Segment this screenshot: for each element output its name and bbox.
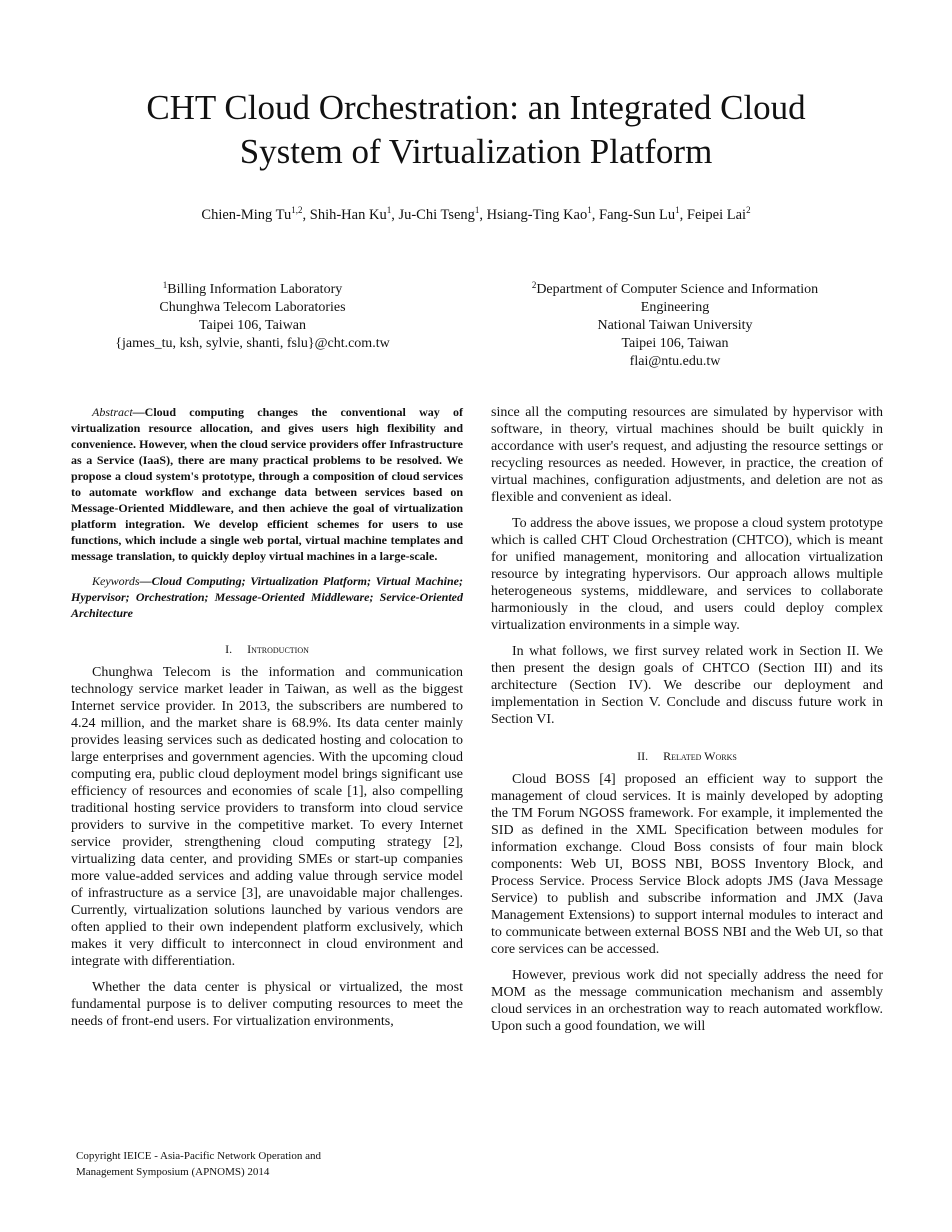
author-affiliation-mark: 1	[587, 205, 592, 215]
author-name: Shih-Han Ku	[309, 207, 387, 223]
section-title: Related Works	[663, 749, 737, 763]
author-affiliation-mark: 2	[746, 205, 751, 215]
section-title: Introduction	[247, 642, 309, 656]
author-name: Chien-Ming Tu	[201, 207, 292, 223]
section-heading-related-works	[491, 748, 883, 765]
right-column	[491, 404, 883, 1044]
affiliation-department-cont: Engineering	[640, 300, 710, 315]
keywords	[71, 573, 463, 621]
paper-title	[60, 86, 892, 174]
author-name: Fang-Sun Lu	[599, 207, 676, 223]
affiliation-1	[70, 281, 435, 353]
affiliation-org: Chunghwa Telecom Laboratories	[159, 300, 346, 315]
left-column	[71, 404, 463, 1039]
section-heading-introduction	[71, 641, 463, 658]
paragraph: Whether the data center is physical or virtualized, the most fundamental purpose is to deliver computing resources to meet the needs of front-end users. For virtualization environments,	[71, 980, 463, 1029]
affiliation-2	[490, 281, 860, 371]
affiliation-email: flai@ntu.edu.tw	[629, 354, 721, 369]
author-name: Hsiang-Ting Kao	[486, 207, 588, 223]
author-affiliation-mark: 1,2	[291, 205, 303, 215]
keywords-label: Keywords	[92, 574, 140, 588]
paragraph: In what follows, we first survey related work in Section II. We then present the design goals of CHTCO (Section III) and its architecture (Section IV). We describe our deployment and implementation in Section V. Conclude and discuss future work in Section VI.	[491, 644, 883, 727]
affiliation-university: National Taiwan University	[597, 318, 753, 333]
title-line-1: CHT Cloud Orchestration: an Integrated Cloud	[146, 88, 806, 127]
abstract	[71, 404, 463, 564]
affiliation-city: Taipei 106, Taiwan	[198, 318, 307, 333]
affiliation-emails: {james_tu, ksh, sylvie, shanti, fslu}@cht.com.tw	[115, 336, 390, 351]
author-affiliation-mark: 1	[675, 205, 680, 215]
affiliation-lab: Billing Information Laboratory	[167, 282, 343, 297]
affiliation-mark: 2	[531, 280, 537, 290]
copyright-notice	[76, 1148, 396, 1180]
section-number: I.	[225, 642, 233, 656]
abstract-text: —Cloud computing changes the conventional way of virtualization resource allocation, and gives users high flexibility and convenience. However, when the cloud service providers offer Infrastructure as a Service (IaaS), there are many practical problems to be resolved. We propose a cloud system's prototype, through a composition of cloud services to automate workflow and exchange data between services based on Message-Oriented Middleware, and then achieve the goal of virtualization platform integration. We develop efficient schemes for users to use functions, which include a single web portal, virtual machine templates and message translation, to quickly deploy virtual machines in a large-scale.	[71, 405, 463, 563]
copyright-line-2: Management Symposium (APNOMS) 2014	[76, 1166, 270, 1178]
paragraph-continued: since all the computing resources are simulated by hypervisor with software, in theory, virtual machines should be built quickly in accordance with user's request, and adjusting the resource settings or recycling resources as needed. However, in practice, the creation of virtual machines, configuration adjustments, and deletion are not as flexible and convenient as ideal.	[491, 405, 883, 505]
author-affiliation-mark: 1	[474, 205, 480, 215]
affiliation-mark: 1	[162, 280, 168, 290]
author-list: Chien-Ming Tu$^{1,2}$, Shih-Han Ku$^1$, Ju-Chi Tseng$^1$, Hsiang-Ting Kao$^1$, Fang-Sun Lu$^1$, Feipei Lai$^2$	[201, 205, 751, 223]
section-number: II.	[637, 749, 649, 763]
title-line-2: System of Virtualization Platform	[239, 132, 713, 171]
author-name: Feipei Lai	[686, 207, 747, 223]
author-name: Ju-Chi Tseng	[398, 207, 475, 223]
paragraph: However, previous work did not specially address the need for MOM as the message communication mechanism and assembly cloud services in an orchestration way to reach automated workflow. Upon such a good foundation, we will	[491, 968, 883, 1034]
abstract-label: Abstract	[92, 405, 133, 419]
paragraph: To address the above issues, we propose a cloud system prototype which is called CHT Cloud Orchestration (CHTCO), which is meant for unified management, monitoring and allocation virtualization resource by integrating hypervisors. Our approach allows multiple heterogeneous systems, middleware, and services to collaborate harmoniously in the cloud, and users could deploy complex virtualization environments in a simple way.	[491, 516, 883, 633]
keywords-text: —Cloud Computing; Virtualization Platform; Virtual Machine; Hypervisor; Orchestration; Message-Oriented Middleware; Service-Oriented Architecture	[71, 574, 463, 620]
affiliation-department: Department of Computer Science and Information	[536, 282, 819, 297]
affiliation-city: Taipei 106, Taiwan	[621, 336, 729, 351]
paragraph: Chunghwa Telecom is the information and communication technology service market leader in Taiwan, as well as the biggest Internet service provider. In 2013, the subscribers are numbered to 4.24 million, and the market share is 68.9%. Its data center mainly provides leasing services such as dedicated hosting and colocation to large enterprises and government agencies. With the upcoming cloud computing era, public cloud deployment model brings significant use efficiency of resources and economies of scale [1], also compelling traditional hosting service providers to transform into cloud service providers to survive in the competitive market. To every Internet service provider, strengthening cloud computing strategy [2], virtualizing data center, and providing SMEs or start-up companies more value-added services and adding value through service model of infrastructure as a service [3], are unavoidable major challenges. Currently, virtualization solutions launched by various vendors are often applied to their own independent platform exclusively, which makes it very difficult to interconnect in cloud environment and integrate with differentiation.	[71, 665, 463, 969]
paragraph: Cloud BOSS [4] proposed an efficient way to support the management of cloud services. It is mainly developed by adopting the TM Forum NGOSS framework. For example, it implemented the SID as defined in the XML Specification between modules for information exchange. Cloud Boss consists of four main block components: Web UI, BOSS NBI, BOSS Inventory Block, and Process Service. Process Service Block adopts JMS (Java Message Service) to publish and subscribe information and JMX (Java Management Extensions) to support internal modules to interact and to communicate between external BOSS NBI and the Web UI, so that core services can be accessed.	[491, 772, 883, 957]
author-affiliation-mark: 1	[386, 205, 392, 215]
copyright-line-1: Copyright IEICE - Asia-Pacific Network Operation and	[76, 1150, 321, 1162]
